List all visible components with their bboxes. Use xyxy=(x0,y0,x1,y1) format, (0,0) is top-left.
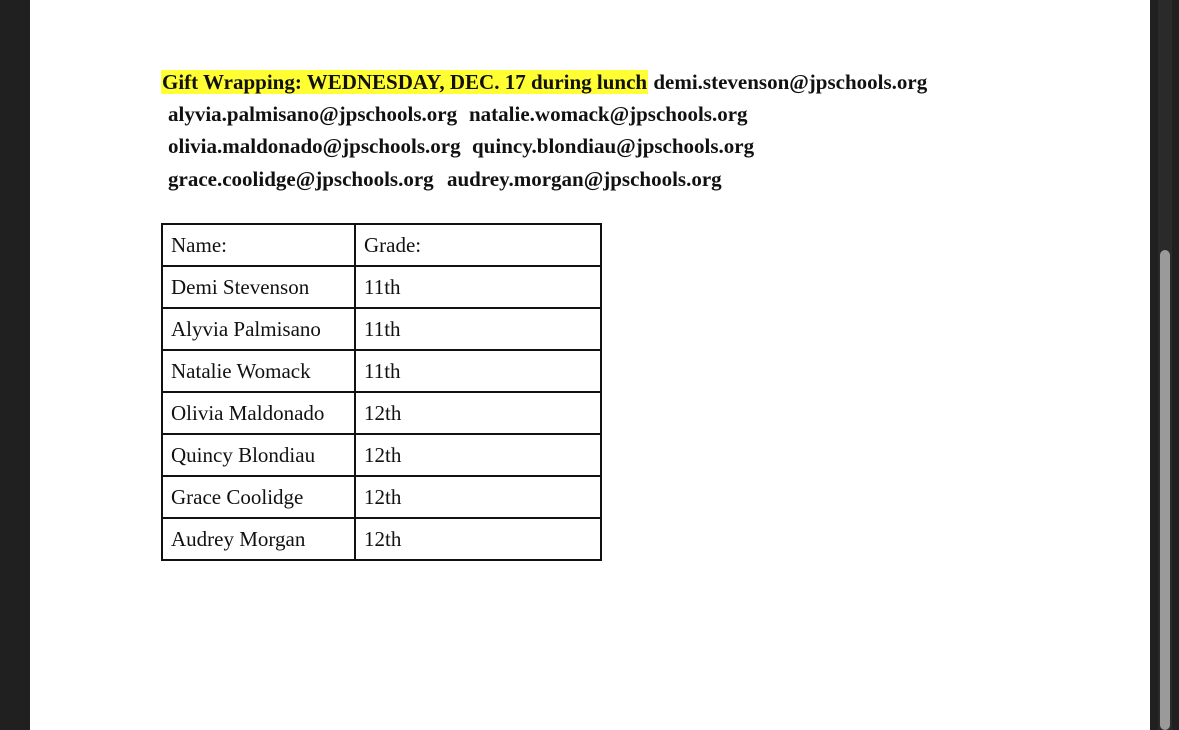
email-olivia: olivia.maldonado@jpschools.org xyxy=(168,134,461,158)
roster-table xyxy=(161,223,602,561)
header-line xyxy=(161,69,927,95)
email-grace: grace.coolidge@jpschools.org xyxy=(168,167,434,191)
student-grade: 12th xyxy=(355,392,601,434)
table-row xyxy=(162,308,601,350)
email-line-1 xyxy=(168,101,748,127)
student-name: Olivia Maldonado xyxy=(162,392,355,434)
table-row xyxy=(162,476,601,518)
student-name: Natalie Womack xyxy=(162,350,355,392)
student-name: Grace Coolidge xyxy=(162,476,355,518)
table-header-row xyxy=(162,224,601,266)
student-grade: 12th xyxy=(355,476,601,518)
email-demi: demi.stevenson@jpschools.org xyxy=(653,70,928,94)
header-grade: Grade: xyxy=(355,224,601,266)
student-name: Audrey Morgan xyxy=(162,518,355,560)
email-audrey: audrey.morgan@jpschools.org xyxy=(447,167,722,191)
email-quincy: quincy.blondiau@jpschools.org xyxy=(472,134,755,158)
student-grade: 12th xyxy=(355,518,601,560)
table-row xyxy=(162,266,601,308)
student-name: Demi Stevenson xyxy=(162,266,355,308)
email-line-2 xyxy=(168,133,754,159)
student-name: Alyvia Palmisano xyxy=(162,308,355,350)
student-grade: 11th xyxy=(355,350,601,392)
table-row xyxy=(162,434,601,476)
student-grade: 11th xyxy=(355,308,601,350)
table-row xyxy=(162,392,601,434)
email-alyvia: alyvia.palmisano@jpschools.org xyxy=(168,102,458,126)
student-grade: 11th xyxy=(355,266,601,308)
event-highlight: Gift Wrapping: WEDNESDAY, DEC. 17 during lunch xyxy=(162,70,648,94)
student-name: Quincy Blondiau xyxy=(162,434,355,476)
table-row xyxy=(162,350,601,392)
email-line-3 xyxy=(168,166,722,192)
student-grade: 12th xyxy=(355,434,601,476)
scrollbar-thumb[interactable] xyxy=(1160,250,1170,730)
email-natalie: natalie.womack@jpschools.org xyxy=(469,102,748,126)
header-name: Name: xyxy=(162,224,355,266)
table-row xyxy=(162,518,601,560)
